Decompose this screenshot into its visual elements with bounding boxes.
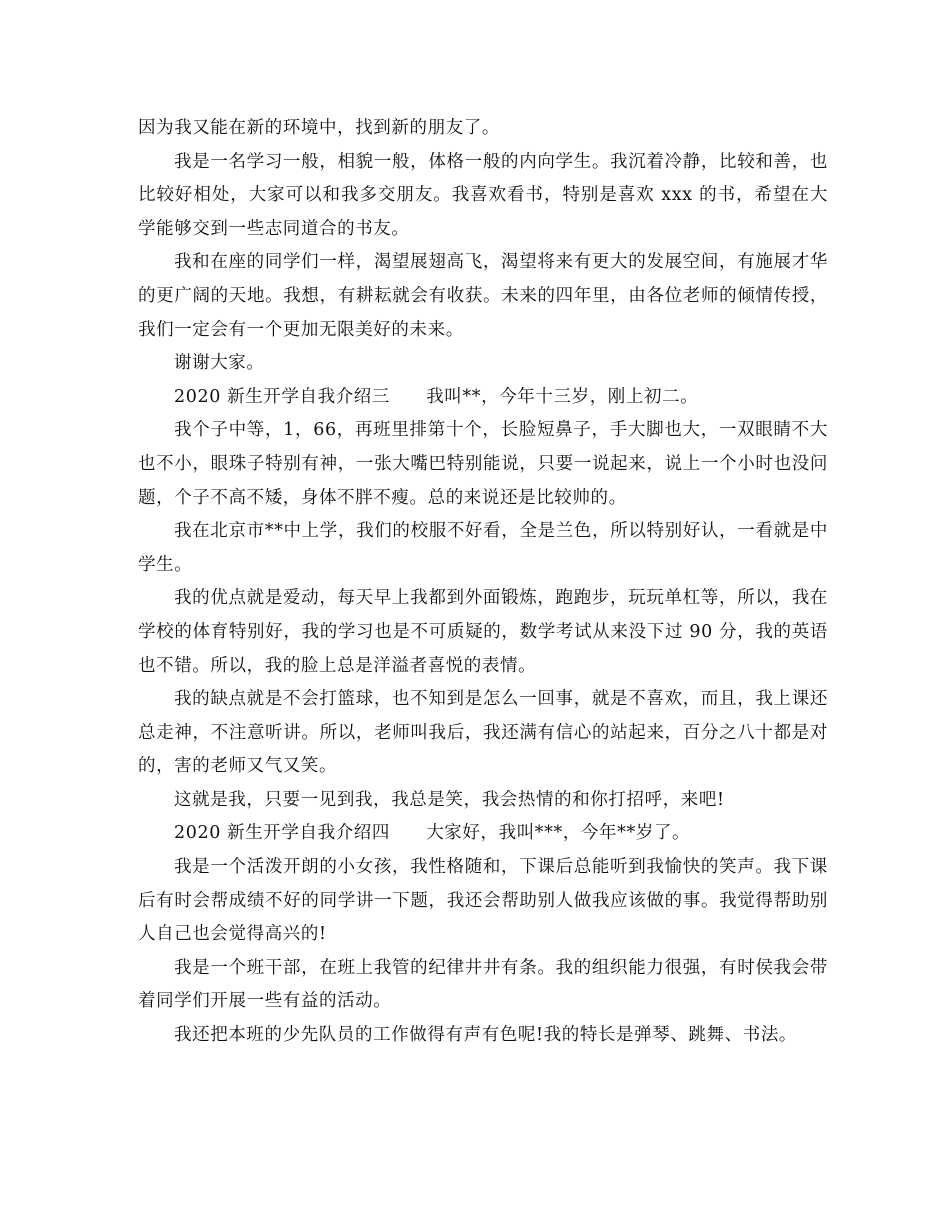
paragraph: 我是一个活泼开朗的小女孩，我性格随和，下课后总能听到我愉快的笑声。我下课后有时会帮成绩不好的同学讲一下题，我还会帮助别人做我应该做的事。我觉得帮助别人自己也会觉得高兴的!: [138, 857, 828, 945]
paragraph: 因为我又能在新的环境中，找到新的朋友了。: [138, 118, 500, 138]
section-heading-paragraph: 2020 新生开学自我介绍三 我叫**，今年十三岁，刚上初二。: [174, 386, 699, 407]
paragraph: 我是一名学习一般，相貌一般，体格一般的内向学生。我沉着冷静，比较和善，也比较好相处，大家可以和我多交朋友。我喜欢看书，特别是喜欢 xxx 的书，希望在大学能够交到一些志同道合的书友。: [138, 151, 828, 239]
paragraph: 我和在座的同学们一样，渴望展翅高飞，渴望将来有更大的发展空间，有施展才华的更广阔的天地。我想，有耕耘就会有收获。未来的四年里，由各位老师的倾情传授，我们一定会有一个更加无限美好的未来。: [138, 252, 828, 340]
paragraph: 我的优点就是爱动，每天早上我都到外面锻炼，跑跑步，玩玩单杠等，所以，我在学校的体育特别好，我的学习也是不可质疑的，数学考试从来没下过 90 分，我的英语也不错。所以，我的脸上总是洋溢者喜悦的表情。: [138, 588, 828, 676]
paragraph: 谢谢大家。: [174, 353, 265, 374]
paragraph: 我在北京市**中上学，我们的校服不好看，全是兰色，所以特别好认，一看就是中学生。: [138, 521, 828, 575]
paragraph: 我还把本班的少先队员的工作做得有声有色呢!我的特长是弹琴、跳舞、书法。: [174, 1025, 798, 1046]
paragraph: 我个子中等，1，66，再班里排第十个，长脸短鼻子，手大脚也大，一双眼睛不大也不小，眼珠子特别有神，一张大嘴巴特别能说，只要一说起来，说上一个小时也没问题，个子不高不矮，身体不胖不瘦。总的来说还是比较帅的。: [138, 420, 828, 508]
paragraph: 我的缺点就是不会打篮球，也不知到是怎么一回事，就是不喜欢，而且，我上课还总走神，不注意听讲。所以，老师叫我后，我还满有信心的站起来，百分之八十都是对的，害的老师又气又笑。: [138, 689, 828, 777]
paragraph: 这就是我，只要一见到我，我总是笑，我会热情的和你打招呼，来吧!: [174, 789, 725, 810]
section-heading-paragraph: 2020 新生开学自我介绍四 大家好，我叫***，今年**岁了。: [174, 823, 691, 844]
paragraph: 我是一个班干部，在班上我管的纪律井井有条。我的组织能力很强，有时侯我会带着同学们开展一些有益的活动。: [138, 957, 828, 1012]
document-body: [138, 112, 828, 1053]
